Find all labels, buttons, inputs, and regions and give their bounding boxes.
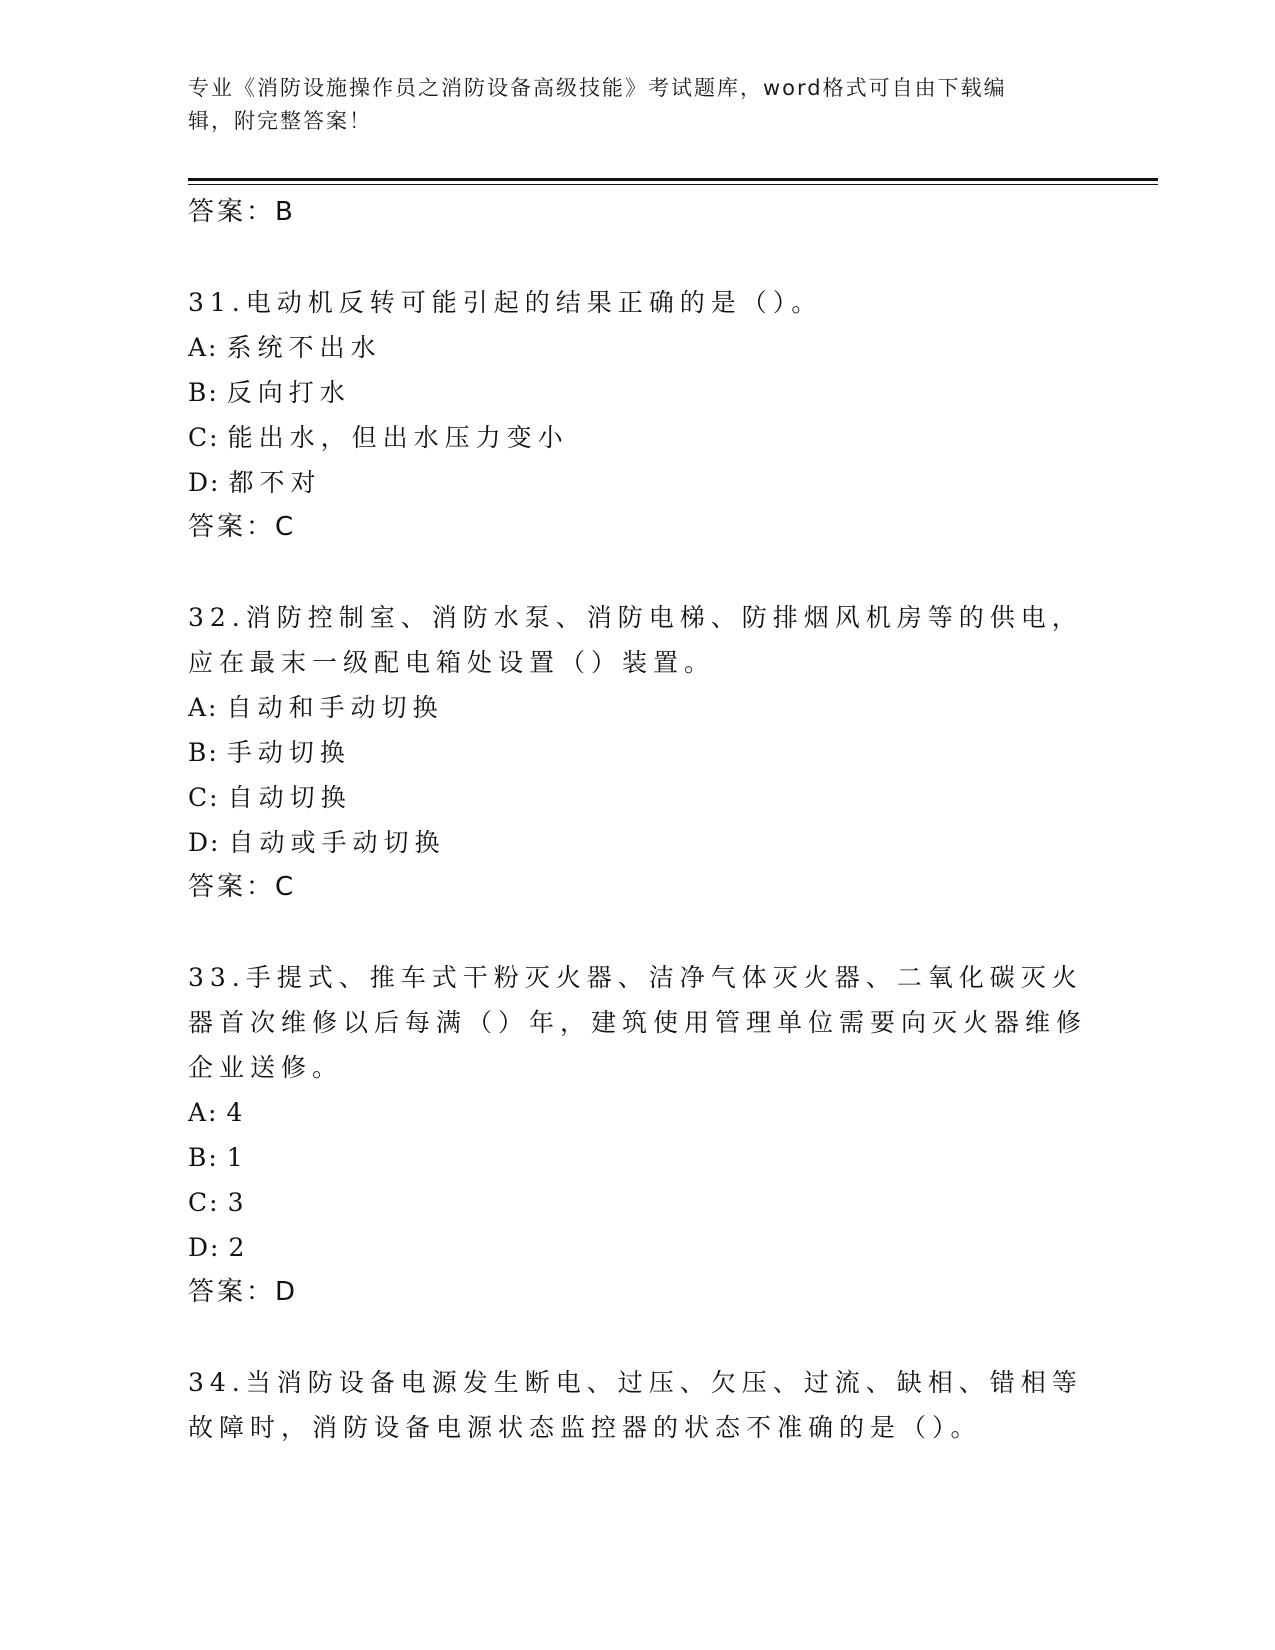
option-key: C: xyxy=(188,423,220,452)
option-text: 能出水，但出水压力变小 xyxy=(227,423,569,452)
question-answer: 答案：C xyxy=(188,512,297,542)
option-b xyxy=(188,730,1088,775)
question-33 xyxy=(188,955,1088,1314)
option-text: 系统不出水 xyxy=(226,333,382,362)
option-text: 自动切换 xyxy=(227,783,352,812)
option-a xyxy=(188,685,1088,730)
option-key: B: xyxy=(188,738,219,767)
option-key: A: xyxy=(188,333,219,362)
option-key: D: xyxy=(188,1233,221,1262)
option-text: 1 xyxy=(226,1143,249,1172)
option-key: D: xyxy=(188,468,221,497)
option-d xyxy=(188,820,1088,865)
header-divider-thick xyxy=(188,178,1158,181)
option-key: B: xyxy=(188,378,219,407)
question-34 xyxy=(188,1360,1088,1450)
header-line-1: 专业《消防设施操作员之消防设备高级技能》考试题库，word格式可自由下载编 xyxy=(188,76,1007,100)
header-line-2: 辑，附完整答案！ xyxy=(188,109,372,133)
option-text: 自动和手动切换 xyxy=(226,693,444,722)
option-key: B: xyxy=(188,1143,219,1172)
option-c xyxy=(188,415,1088,460)
option-key: C: xyxy=(188,783,220,812)
question-text: 33.手提式、推车式干粉灭火器、洁净气体灭火器、二氧化碳灭火器首次维修以后每满（）年，建筑使用管理单位需要向灭火器维修企业送修。 xyxy=(188,963,1088,1082)
previous-answer: 答案：B xyxy=(188,197,296,227)
question-32 xyxy=(188,595,1088,909)
option-c xyxy=(188,775,1088,820)
option-b xyxy=(188,370,1088,415)
option-key: A: xyxy=(188,1098,219,1127)
option-text: 自动或手动切换 xyxy=(228,828,446,857)
question-answer: 答案：D xyxy=(188,1277,299,1307)
question-text: 31.电动机反转可能引起的结果正确的是（）。 xyxy=(188,288,823,317)
option-d xyxy=(188,460,1088,505)
question-list xyxy=(188,190,1088,1450)
option-text: 2 xyxy=(228,1233,251,1262)
question-31 xyxy=(188,280,1088,549)
option-text: 都不对 xyxy=(228,468,322,497)
option-d xyxy=(188,1225,1088,1270)
option-text: 3 xyxy=(227,1188,250,1217)
option-b xyxy=(188,1135,1088,1180)
option-text: 反向打水 xyxy=(226,378,351,407)
question-text: 34.当消防设备电源发生断电、过压、欠压、过流、缺相、错相等故障时，消防设备电源状态监控器的状态不准确的是（）。 xyxy=(188,1368,1083,1442)
option-key: C: xyxy=(188,1188,220,1217)
option-a xyxy=(188,1090,1088,1135)
option-key: D: xyxy=(188,828,221,857)
option-a xyxy=(188,325,1088,370)
question-text: 32.消防控制室、消防水泵、消防电梯、防排烟风机房等的供电，应在最末一级配电箱处设置（）装置。 xyxy=(188,603,1083,677)
document-header xyxy=(188,72,1088,138)
option-text: 4 xyxy=(226,1098,249,1127)
question-answer: 答案：C xyxy=(188,872,297,902)
header-divider-thin xyxy=(188,184,1158,185)
option-key: A: xyxy=(188,693,219,722)
option-text: 手动切换 xyxy=(226,738,351,767)
option-c xyxy=(188,1180,1088,1225)
